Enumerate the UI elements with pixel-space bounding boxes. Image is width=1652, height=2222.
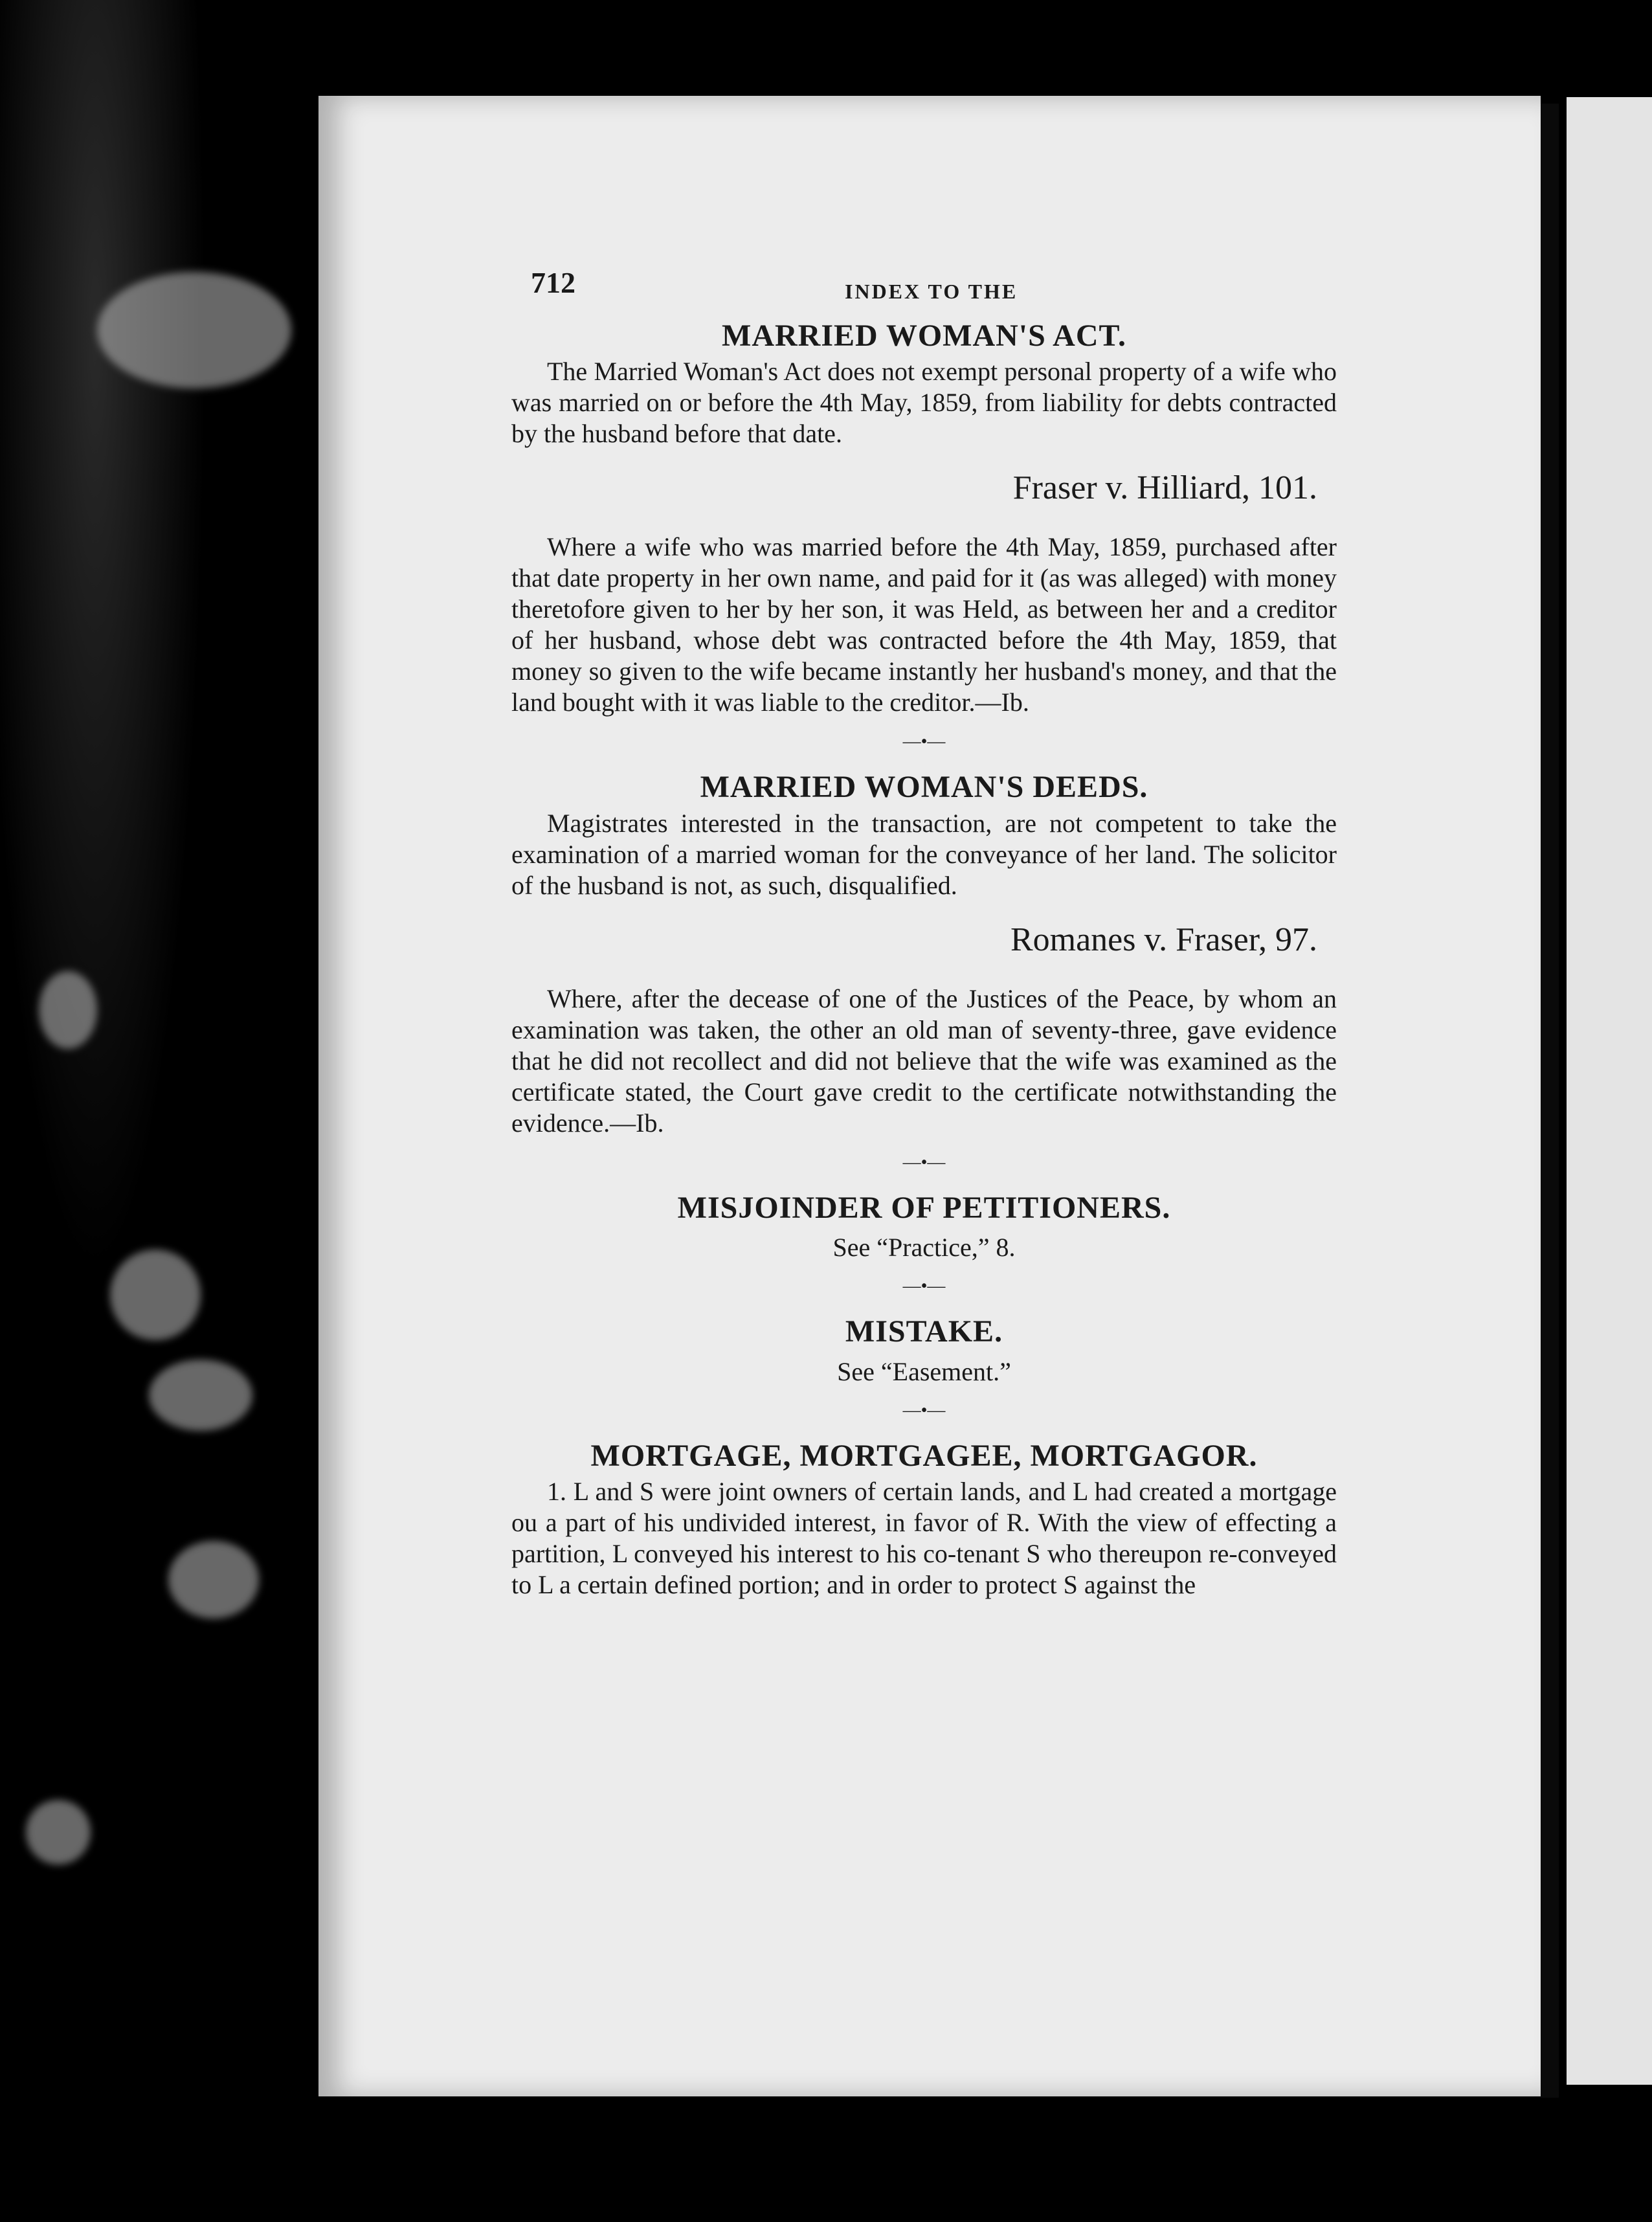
- cross-reference: See “Practice,” 8.: [832, 1233, 1016, 1262]
- paragraph: The Married Woman's Act does not exempt personal property of a wife who was married on or before the 4th May, 1859, from liability for debts contracted by the husband before that date.: [511, 357, 1337, 449]
- scan-smudge: [97, 272, 291, 388]
- scan-smudge: [39, 971, 97, 1049]
- paragraph: Where, after the decease of one of the Justices of the Peace, by whom an examination was taken, the other an old man of seventy-three, gave evidence that he did not recollect and did not believe that the wife was examined as the certificate stated, the Court gave credit to the certificate notwithstanding the evidence.—Ib.: [511, 983, 1337, 1138]
- running-head: [511, 265, 1337, 304]
- section-heading: MISTAKE.: [845, 1314, 1003, 1349]
- running-head-title: INDEX TO THE: [845, 280, 1018, 303]
- page-gutter: [1541, 104, 1559, 2098]
- section-separator: —•—: [902, 1276, 946, 1297]
- case-citation: Fraser v. Hilliard, 101.: [1012, 469, 1317, 507]
- section-heading: MARRIED WOMAN'S DEEDS.: [700, 770, 1148, 805]
- page-content: [511, 265, 1337, 1600]
- section-heading: MARRIED WOMAN'S ACT.: [722, 319, 1126, 353]
- paragraph: Magistrates interested in the transaction, are not competent to take the examination of a married woman for the conveyance of her land. The solicitor of the husband is not, as such, disqualified.: [511, 808, 1337, 900]
- paragraph: 1. L and S were joint owners of certain lands, and L had created a mortgage ou a part of his undivided interest, in favor of R. With the view of effecting a partition, L conveyed his interest to his co-tenant S who thereupon re-conveyed to L a certain defined portion; and in order to protect S against the: [511, 1476, 1337, 1599]
- section-heading: MISJOINDER OF PETITIONERS.: [677, 1190, 1171, 1225]
- paragraph: Where a wife who was married before the 4th May, 1859, purchased after that date property in her own name, and paid for it (as was alleged) with money theretofore given to her by her son, it was Held, as between her and a creditor of her husband, whose debt was contracted before the 4th May, 1859, that money so given to the wife became instantly her husband's money, and that the land bought with it was liable to the creditor.—Ib.: [511, 532, 1337, 717]
- case-citation: Romanes v. Fraser, 97.: [1010, 921, 1317, 958]
- section-separator: —•—: [902, 1152, 946, 1173]
- scan-smudge: [149, 1360, 252, 1431]
- section-separator: —•—: [902, 732, 946, 752]
- section-separator: —•—: [902, 1400, 946, 1420]
- facing-page-edge: [1567, 97, 1652, 2085]
- scan-smudge: [110, 1250, 201, 1340]
- cross-reference: See “Easement.”: [837, 1356, 1011, 1386]
- scan-dark-margin: [0, 0, 317, 2222]
- scan-smudge: [26, 1800, 91, 1865]
- page-number: 712: [531, 266, 575, 299]
- scan-smudge: [168, 1541, 259, 1619]
- section-heading: MORTGAGE, MORTGAGEE, MORTGAGOR.: [590, 1438, 1258, 1473]
